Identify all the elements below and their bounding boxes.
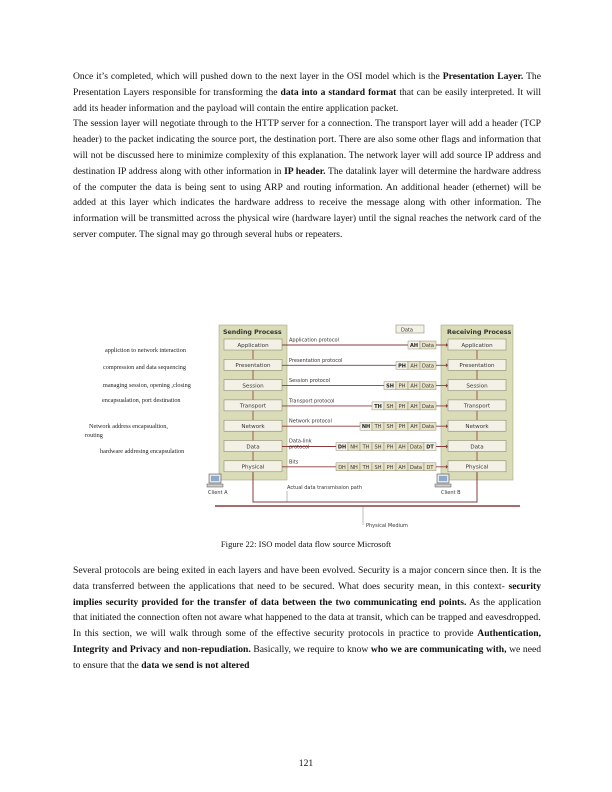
osi-data-flow-figure (85, 322, 527, 532)
paragraph (73, 563, 541, 626)
bold-text: security implies security provided for the transfer of data between the two communicating end points. (73, 580, 541, 608)
protocol-label: Network protocol (289, 418, 332, 425)
paragraph (73, 626, 541, 673)
recv-layer-label: Physical (465, 464, 489, 471)
protocol-label: protocol (289, 444, 310, 451)
header-label: PH (386, 444, 394, 451)
recv-layer-label: Transport (463, 403, 491, 410)
recv-layer-label: Application (461, 342, 493, 349)
recv-layer-label: Presentation (459, 363, 495, 370)
bold-text: Presentation Layer. (442, 71, 524, 82)
recv-layer-label: Session (466, 383, 488, 390)
text-run: Basically, we require to know (250, 643, 371, 655)
header-label: AH (410, 383, 418, 390)
header-label: TH (362, 444, 370, 451)
paragraph (73, 116, 541, 242)
annotation-application: appliction to network interaction (105, 347, 186, 354)
header-label: TH (362, 464, 370, 471)
header-label: NH (350, 444, 358, 451)
header-label: SH (386, 424, 394, 431)
protocol-label: Bits (289, 459, 299, 466)
text-run: The datalink layer will determine the hardware address of the computer the data is being sent to using ARP and routing information. An additional header (ethernet) will be added at this layer which indicates the hardware address to receive the message along with other information. The information will be transmitted across the physical wire (hardware layer) until the signal reaches the network card of the server computer. The signal may go through several hubs or repeaters. (73, 165, 541, 240)
header-label: Data (410, 464, 422, 471)
header-label: AH (398, 464, 406, 471)
header-label: PH (398, 363, 406, 370)
annotation-transport: encapsualation, port destination (102, 397, 181, 404)
annotation-network: Network address encapsualtion, (89, 423, 168, 430)
header-label: Data (410, 444, 422, 451)
header-label: PH (398, 403, 406, 410)
protocol-label: Application protocol (289, 337, 339, 344)
header-label: TH (374, 403, 382, 410)
send-layer-label: Presentation (235, 363, 271, 370)
top-data-label: Data (401, 327, 413, 334)
header-label: AH (410, 424, 418, 431)
annotation-network-2: routing (85, 432, 103, 439)
header-label: DT (426, 464, 434, 471)
bold-text: data into a standard format (280, 86, 397, 98)
bold-text: IP header. (284, 165, 326, 177)
protocol-label: Session protocol (289, 378, 331, 385)
recv-layer-label: Network (465, 424, 489, 430)
header-label: AH (409, 343, 419, 349)
header-label: DH (337, 444, 347, 451)
osi-diagram (85, 322, 527, 532)
client-b-icon (435, 474, 451, 487)
header-label: AH (410, 363, 418, 370)
header-label: AH (410, 403, 418, 410)
header-label: DH (338, 464, 346, 471)
header-label: NH (361, 424, 371, 431)
protocol-label: Presentation protocol (289, 357, 343, 364)
text-run: that can be easily interpreted. It will add its header information and the payload will contain the entire application packet. (73, 86, 542, 114)
send-layer-label: Physical (241, 464, 265, 471)
bold-text: data we send is not altered (141, 659, 250, 671)
header-label: DT (426, 444, 434, 451)
transmission-path-label: Actual data transmission path (287, 485, 363, 491)
header-label: Data (422, 424, 434, 431)
page-number: 121 (298, 758, 314, 769)
text-run: Once it’s completed, which will pushed down to the next layer in the OSI model which is the (73, 71, 443, 82)
annotation-presentation: compression and data sequencing (103, 364, 186, 371)
header-label: TH (374, 424, 382, 431)
send-layer-label: Application (237, 342, 269, 349)
header-label: PH (398, 383, 406, 390)
header-label: SH (374, 444, 382, 451)
header-label: Data (422, 363, 434, 370)
figure-caption: Figure 22: ISO model data flow source Microsoft (220, 539, 392, 549)
receiving-title: Receiving Process (447, 329, 512, 336)
text-run: The Presentation Layers responsible for transforming the (73, 71, 541, 98)
text-run: As the application that initiated the connection often not aware what happened to the data at transit, which can be trapped and eavesdropped. (73, 596, 541, 624)
header-label: SH (386, 403, 394, 410)
body-text-top (73, 69, 541, 243)
annotation-data-link: hardware addresing encapsulation (100, 448, 185, 455)
annotation-session: managing session, opening ,closing (103, 382, 191, 389)
protocol-label: Transport protocol (289, 398, 335, 405)
text-run: Several protocols are being exited in each layers and have been evolved. Security is a major concern since then. It is the data transferred between the applications that need to be secured. What does security mean, in this context- (73, 565, 541, 592)
send-layer-label: Network (241, 424, 265, 430)
send-layer-label: Data (246, 444, 260, 451)
header-label: SH (386, 383, 394, 390)
header-label: Data (422, 343, 434, 349)
header-label: Data (422, 383, 434, 390)
text-run: In this section, we will walk through some of the effective security protocols in practice to provide (73, 628, 478, 640)
send-layer-label: Transport (239, 403, 267, 410)
text-run: The session layer will negotiate through to the HTTP server for a connection. The transport layer will add a header (TCP header) to the packet indicating the source port, the destination port. There are also some other flags and information that will not be discussed here to minimize complexity of this explanation. The network layer will add source IP address and destination IP address along with other information in (73, 118, 541, 177)
body-text-bottom (73, 563, 541, 674)
client-b-label: Client B (441, 490, 461, 496)
paragraph (73, 69, 541, 116)
recv-layer-label: Data (470, 444, 484, 451)
header-label: Data (422, 403, 434, 410)
text-run: we need to ensure that the (73, 643, 542, 671)
protocol-label: Data-link (289, 438, 312, 445)
header-label: SH (374, 464, 382, 471)
physical-medium-label: Physical Medium (366, 523, 408, 529)
client-a-icon (207, 474, 223, 487)
header-label: PH (398, 424, 406, 431)
header-label: PH (386, 464, 394, 471)
bold-text: who we are communicating with, (370, 643, 507, 655)
header-label: NH (350, 464, 358, 471)
sending-title: Sending Process (223, 329, 282, 336)
send-layer-label: Session (242, 383, 264, 390)
client-a-label: Client A (208, 490, 228, 496)
bold-text: Authentication, Integrity and Privacy and non-repudiation. (73, 628, 541, 655)
header-label: AH (398, 444, 406, 451)
